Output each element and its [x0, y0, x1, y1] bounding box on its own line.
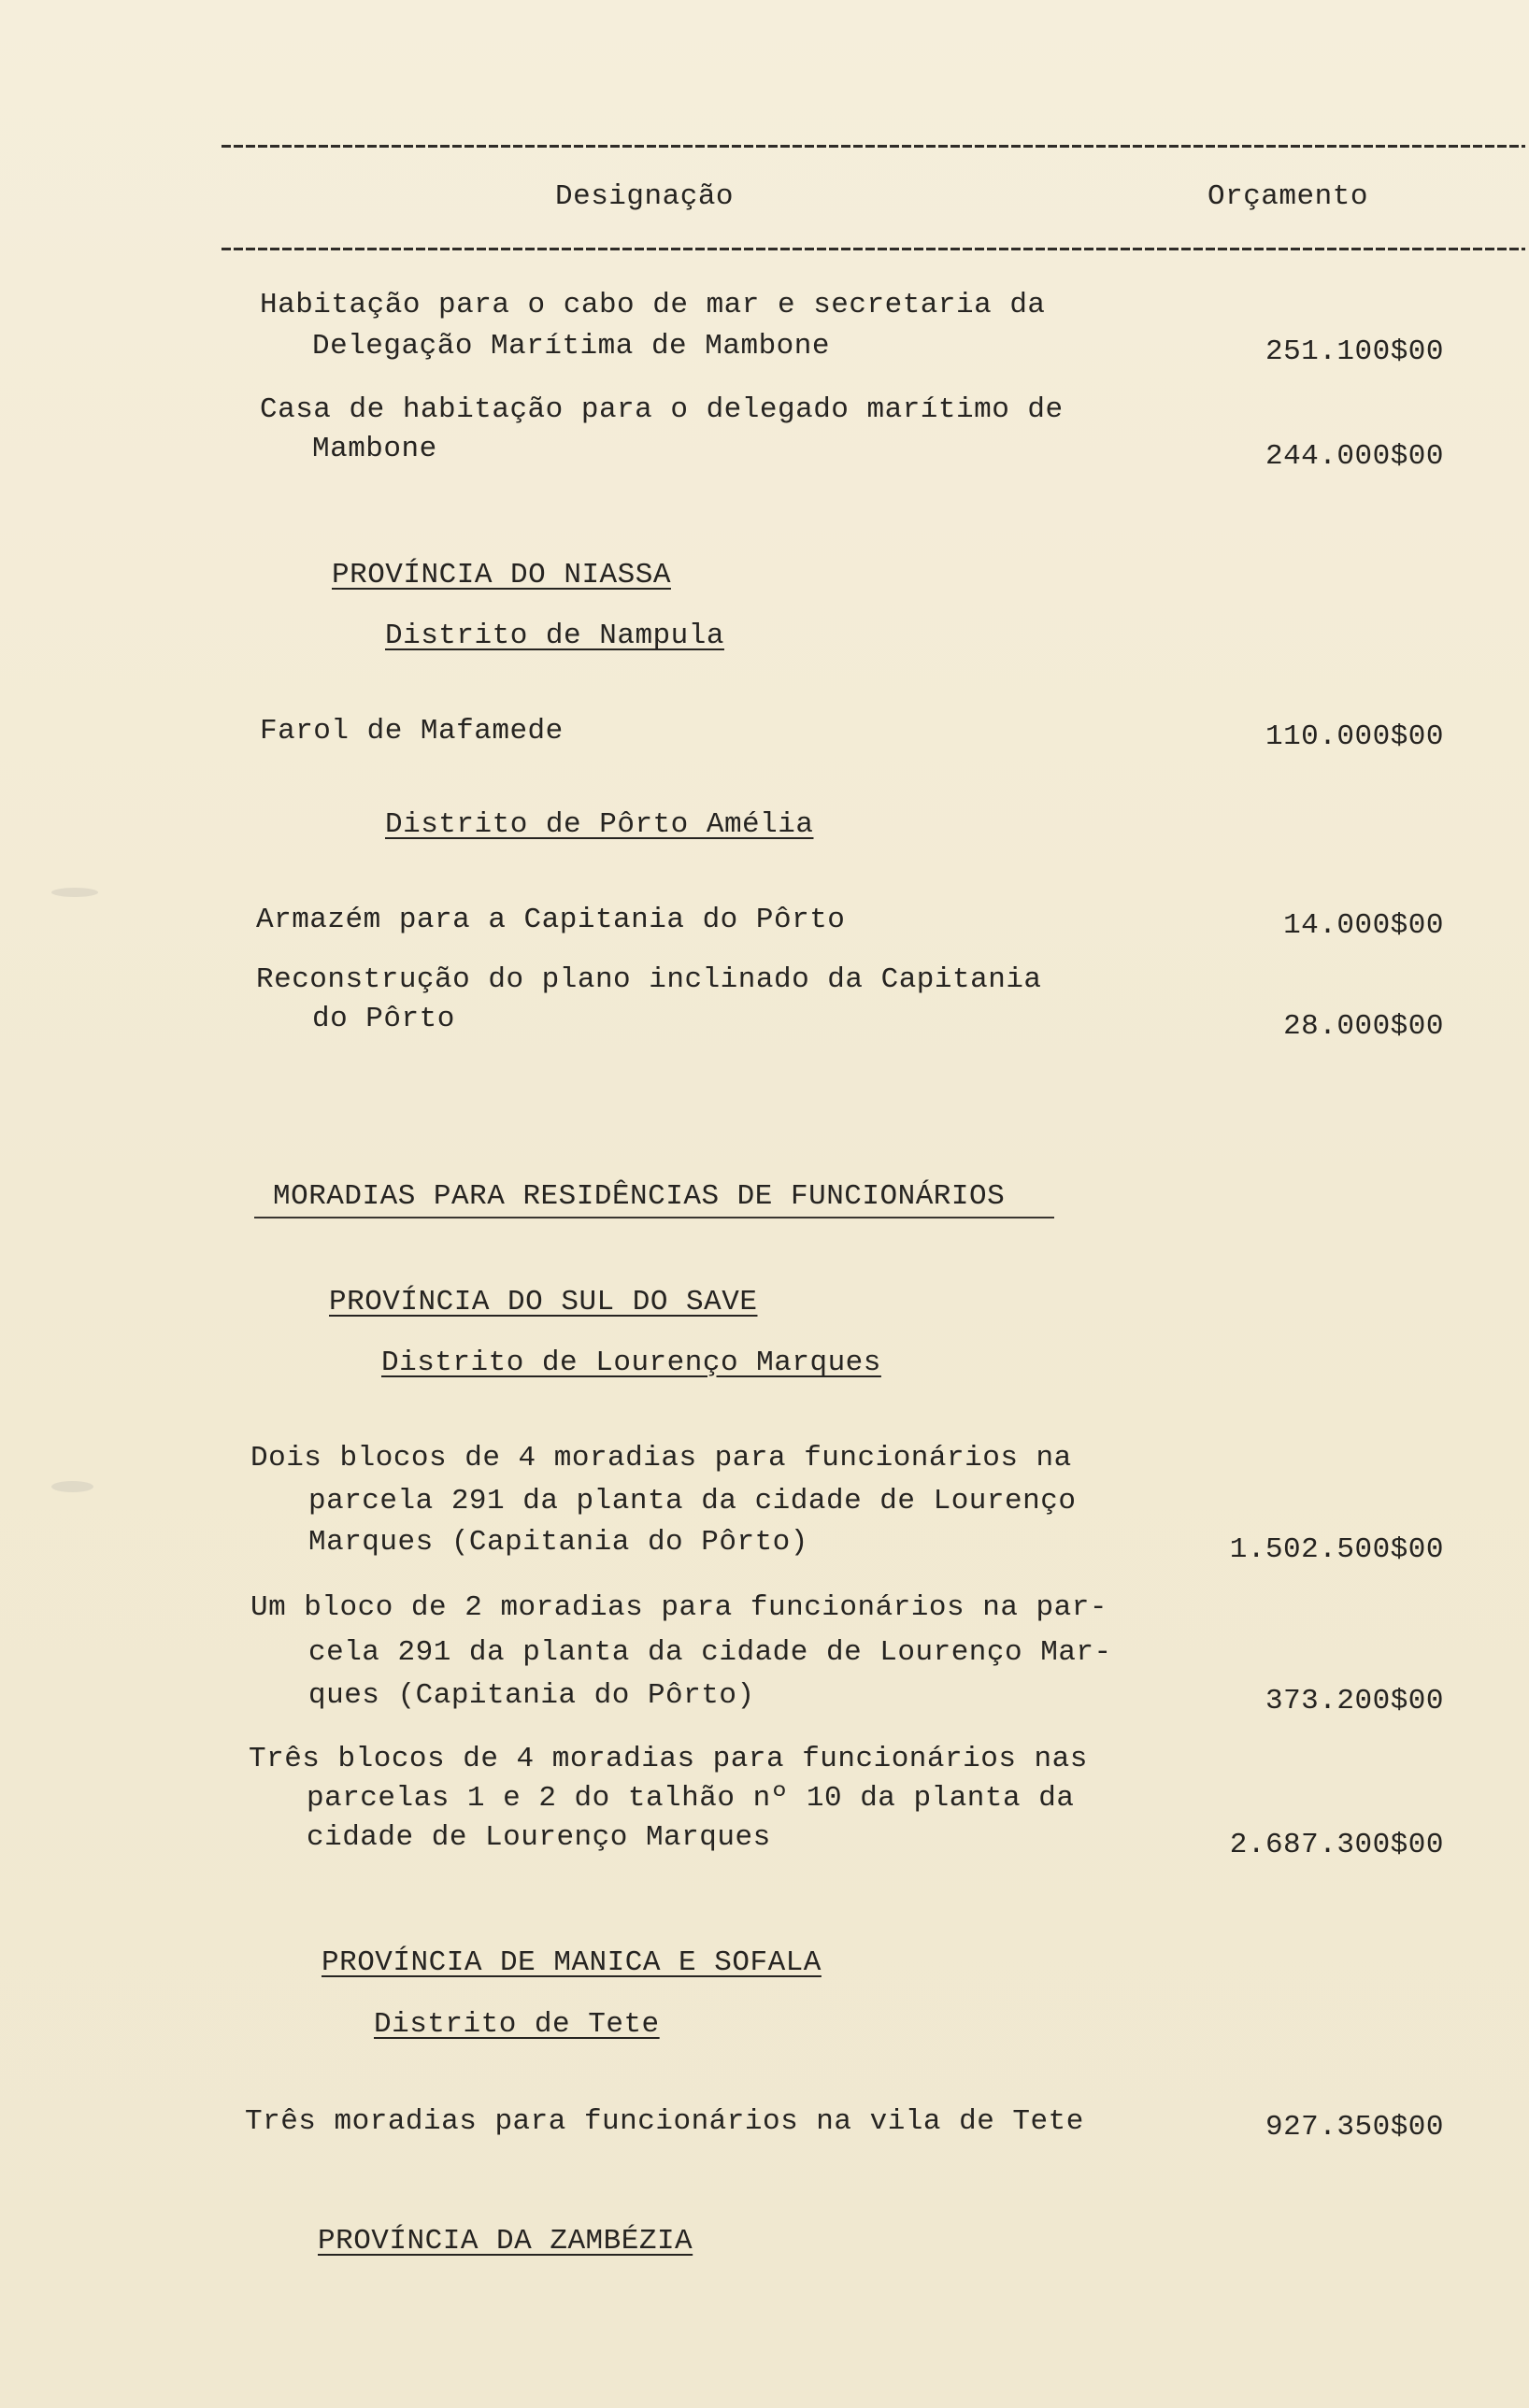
entry-amount: 1.502.500$00: [1229, 1533, 1444, 1566]
section-title-rule: [254, 1217, 1054, 1218]
header-top-rule: [221, 145, 1525, 148]
entry-amount: 110.000$00: [1265, 720, 1444, 753]
designation-header: Designação: [555, 180, 735, 213]
province-heading: PROVÍNCIA DO SUL DO SAVE: [329, 1286, 758, 1318]
entry-line: parcelas 1 e 2 do talhão nº 10 da planta da: [307, 1782, 1075, 1815]
entry-line: cela 291 da planta da cidade de Lourenço Mar-: [308, 1636, 1112, 1669]
entry-line: Mambone: [312, 433, 437, 465]
entry-line: Casa de habitação para o delegado marítimo de: [260, 393, 1064, 426]
entry-amount: 373.200$00: [1265, 1685, 1444, 1717]
entry-line: Dois blocos de 4 moradias para funcionários na: [250, 1442, 1072, 1475]
entry-line: Três moradias para funcionários na vila de Tete: [245, 2105, 1084, 2138]
entry-line: Habitação para o cabo de mar e secretaria da: [260, 289, 1046, 321]
entry-line: Um bloco de 2 moradias para funcionários na par-: [250, 1591, 1107, 1624]
entry-amount: 251.100$00: [1265, 335, 1444, 368]
punch-mark-bottom: [51, 1481, 93, 1492]
district-heading: Distrito de Nampula: [385, 620, 724, 652]
entry-line: do Pôrto: [312, 1003, 455, 1035]
entry-line: Reconstrução do plano inclinado da Capitania: [256, 963, 1042, 996]
entry-amount: 28.000$00: [1283, 1010, 1444, 1043]
entry-line: Armazém para a Capitania do Pôrto: [256, 904, 846, 936]
budget-header: Orçamento: [1207, 180, 1368, 213]
entry-line: Farol de Mafamede: [260, 715, 564, 748]
entry-amount: 14.000$00: [1283, 909, 1444, 942]
section-title: MORADIAS PARA RESIDÊNCIAS DE FUNCIONÁRIOS: [273, 1180, 1006, 1213]
entry-amount: 244.000$00: [1265, 440, 1444, 473]
entry-amount: 927.350$00: [1265, 2111, 1444, 2144]
district-heading: Distrito de Tete: [374, 2008, 660, 2041]
entry-line: Delegação Marítima de Mambone: [312, 330, 830, 363]
header-bottom-rule: [221, 248, 1525, 250]
province-heading: PROVÍNCIA DE MANICA E SOFALA: [322, 1946, 822, 1979]
entry-line: Marques (Capitania do Pôrto): [308, 1526, 808, 1559]
entry-line: cidade de Lourenço Marques: [307, 1821, 771, 1854]
entry-line: parcela 291 da planta da cidade de Lourenço: [308, 1485, 1077, 1517]
district-heading: Distrito de Pôrto Amélia: [385, 808, 814, 841]
district-heading: Distrito de Lourenço Marques: [381, 1346, 881, 1379]
province-heading: PROVÍNCIA DA ZAMBÉZIA: [318, 2225, 693, 2258]
entry-amount: 2.687.300$00: [1229, 1829, 1444, 1861]
entry-line: ques (Capitania do Pôrto): [308, 1679, 755, 1712]
province-heading: PROVÍNCIA DO NIASSA: [332, 559, 671, 591]
punch-mark-top: [51, 888, 98, 897]
entry-line: Três blocos de 4 moradias para funcionários nas: [249, 1743, 1088, 1775]
